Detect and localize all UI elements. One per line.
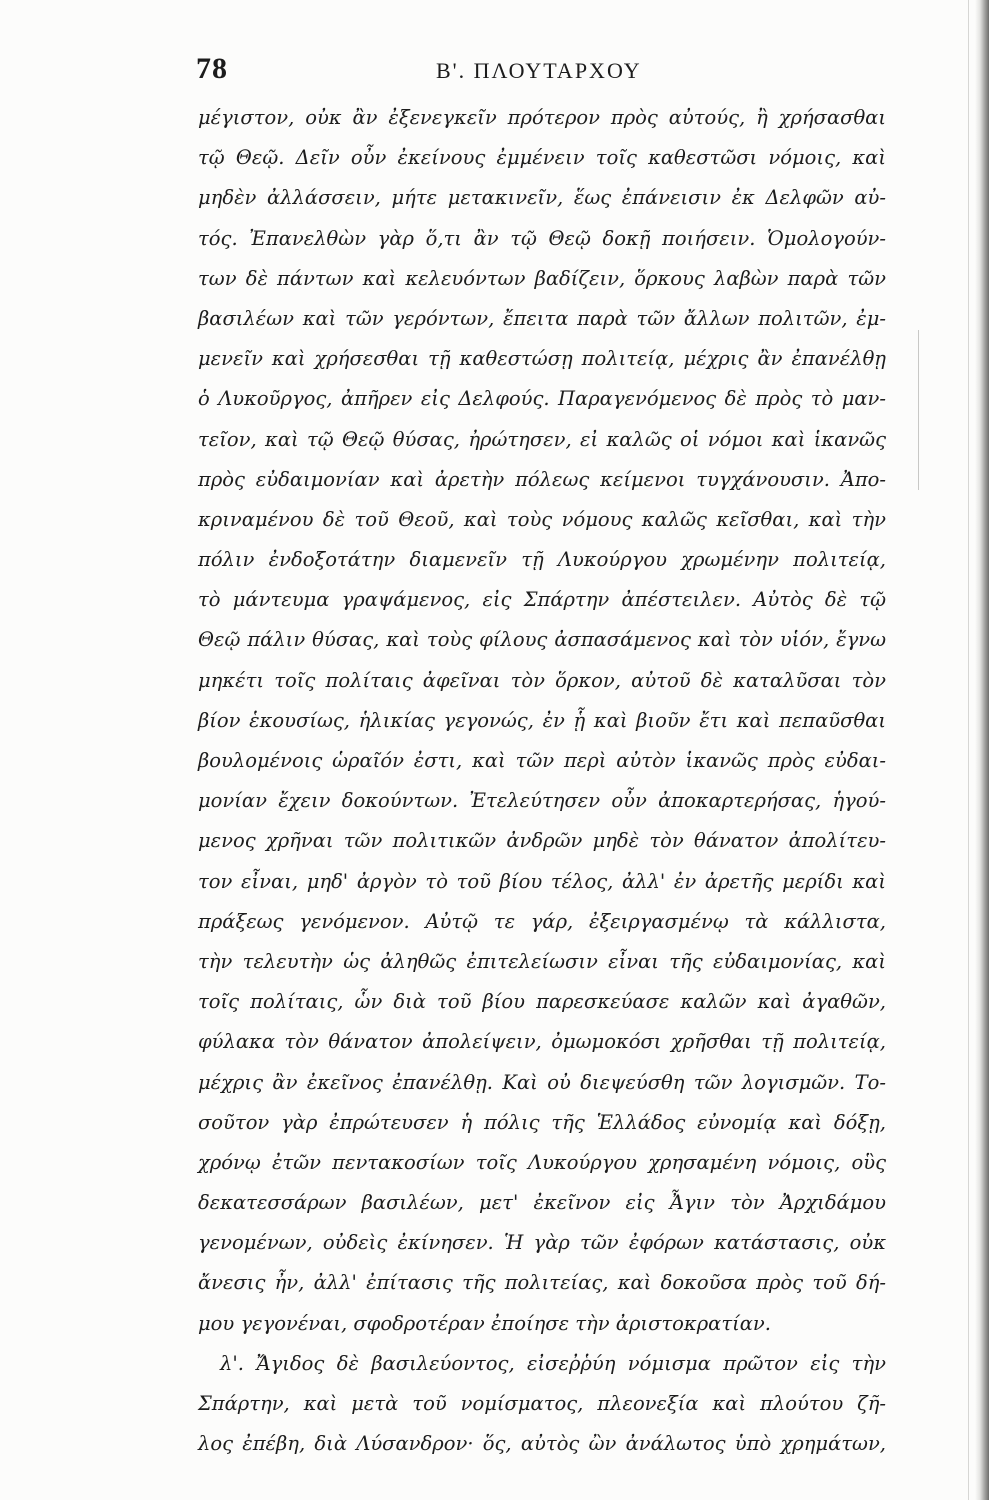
text-line-14: Θεῷ πάλιν θύσας, καὶ τοὺς φίλους ἀσπασάμενος καὶ τὸν υἱόν, ἔγνω: [198, 628, 886, 652]
page-fold-line: [968, 0, 969, 1500]
text-line-18: μονίαν ἔχειν δοκούντων. Ἐτελεύτησεν οὖν ἀποκαρτερήσας, ἡγού-: [198, 789, 886, 813]
page-number: 78: [196, 52, 228, 85]
text-line-21: πράξεως γενόμενον. Αὐτῷ τε γάρ, ἐξειργασμένῳ τὰ κάλλιστα,: [198, 909, 886, 933]
text-line-7: μενεῖν καὶ χρήσεσθαι τῇ καθεστώσῃ πολιτείᾳ, μέχρις ἂν ἐπανέλθῃ: [198, 347, 886, 371]
text-line-11: κριναμένου δὲ τοῦ Θεοῦ, καὶ τοὺς νόμους καλῶς κεῖσθαι, καὶ τὴν: [198, 507, 886, 531]
text-line-23: τοῖς πολίταις, ὧν διὰ τοῦ βίου παρεσκεύασε καλῶν καὶ ἀγαθῶν,: [198, 990, 886, 1014]
text-line-32: λ'. Ἄγιδος δὲ βασιλεύοντος, εἰσεῤῥύη νόμισμα πρῶτον εἰς τὴν: [220, 1351, 886, 1375]
page-header: [196, 52, 876, 92]
text-line-8: ὁ Λυκοῦργος, ἀπῆρεν εἰς Δελφούς. Παραγενόμενος δὲ πρὸς τὸ μαν-: [198, 387, 886, 411]
text-line-33: Σπάρτην, καὶ μετὰ τοῦ νομίσματος, πλεονεξία καὶ πλούτου ζῆ-: [198, 1392, 886, 1415]
text-line-2: τῷ Θεῷ. Δεῖν οὖν ἐκείνους ἐμμένειν τοῖς καθεστῶσι νόμοις, καὶ: [198, 146, 886, 170]
margin-mark: [918, 330, 919, 490]
text-line-6: βασιλέων καὶ τῶν γερόντων, ἔπειτα παρὰ τῶν ἄλλων πολιτῶν, ἐμ-: [198, 306, 886, 330]
text-line-24: φύλακα τὸν θάνατον ἀπολείψειν, ὀμωμοκόσι χρῆσθαι τῇ πολιτείᾳ,: [198, 1030, 886, 1054]
text-line-4: τός. Ἐπανελθὼν γὰρ ὅ,τι ἂν τῷ Θεῷ δοκῇ ποιήσειν. Ὁμολογούν-: [198, 226, 886, 250]
text-body: [198, 98, 886, 1464]
text-line-31: μου γεγονέναι, σφοδροτέραν ἐποίησε τὴν ἀριστοκρατίαν.: [198, 1311, 771, 1335]
text-line-34: λος ἐπέβη, διὰ Λύσανδρον· ὅς, αὐτὸς ὢν ἀνάλωτος ὑπὸ χρημάτων,: [198, 1432, 886, 1456]
text-line-16: βίον ἑκουσίως, ἡλικίας γεγονώς, ἐν ᾗ καὶ βιοῦν ἔτι καὶ πεπαῦσθαι: [198, 708, 886, 732]
text-line-30: ἄνεσις ἦν, ἀλλ' ἐπίτασις τῆς πολιτείας, καὶ δοκοῦσα πρὸς τοῦ δή-: [198, 1271, 886, 1295]
text-line-19: μενος χρῆναι τῶν πολιτικῶν ἀνδρῶν μηδὲ τὸν θάνατον ἀπολίτευ-: [198, 829, 886, 853]
text-line-3: μηδὲν ἀλλάσσειν, μήτε μετακινεῖν, ἕως ἐπάνεισιν ἐκ Δελφῶν αὐ-: [198, 186, 886, 210]
text-line-20: τον εἶναι, μηδ' ἀργὸν τὸ τοῦ βίου τέλος, ἀλλ' ἐν ἀρετῆς μερίδι καὶ: [198, 869, 886, 893]
text-line-12: πόλιν ἐνδοξοτάτην διαμενεῖν τῇ Λυκούργου χρωμένην πολιτείᾳ,: [198, 548, 886, 572]
text-line-29: γενομένων, οὐδεὶς ἐκίνησεν. Ἡ γὰρ τῶν ἐφόρων κατάστασις, οὐκ: [198, 1231, 886, 1255]
text-line-15: μηκέτι τοῖς πολίταις ἀφεῖναι τὸν ὅρκον, αὐτοῦ δὲ καταλῦσαι τὸν: [198, 668, 886, 692]
text-line-26: σοῦτον γὰρ ἐπρώτευσεν ἡ πόλις τῆς Ἑλλάδος εὐνομίᾳ καὶ δόξῃ,: [198, 1110, 886, 1134]
text-line-9: τεῖον, καὶ τῷ Θεῷ θύσας, ἠρώτησεν, εἰ καλῶς οἱ νόμοι καὶ ἱκανῶς: [198, 427, 886, 451]
text-line-25: μέχρις ἂν ἐκεῖνος ἐπανέλθῃ. Καὶ οὐ διεψεύσθη τῶν λογισμῶν. Το-: [198, 1070, 886, 1094]
text-line-28: δεκατεσσάρων βασιλέων, μετ' ἐκεῖνον εἰς Ἆγιν τὸν Ἀρχιδάμου: [198, 1191, 886, 1215]
text-line-22: τὴν τελευτὴν ὡς ἀληθῶς ἐπιτελείωσιν εἶναι τῆς εὐδαιμονίας, καὶ: [198, 949, 886, 973]
running-title: Β'. ΠΛΟΥΤΑΡΧΟΥ: [436, 58, 642, 83]
text-line-17: βουλομένοις ὡραῖόν ἐστι, καὶ τῶν περὶ αὐτὸν ἱκανῶς πρὸς εὐδαι-: [198, 749, 886, 772]
text-line-1: μέγιστον, οὐκ ἂν ἐξενεγκεῖν πρότερον πρὸς αὐτούς, ἢ χρήσασθαι: [198, 106, 886, 129]
text-line-5: των δὲ πάντων καὶ κελευόντων βαδίζειν, ὅρκους λαβὼν παρὰ τῶν: [198, 266, 886, 290]
text-line-27: χρόνῳ ἐτῶν πεντακοσίων τοῖς Λυκούργου χρησαμένη νόμοις, οὓς: [198, 1150, 886, 1174]
page-edge-shadow: [975, 0, 989, 1500]
text-line-10: πρὸς εὐδαιμονίαν καὶ ἀρετὴν πόλεως κείμενοι τυγχάνουσιν. Ἀπο-: [198, 467, 886, 491]
text-line-13: τὸ μάντευμα γραψάμενος, εἰς Σπάρτην ἀπέστειλεν. Αὐτὸς δὲ τῷ: [198, 588, 886, 612]
